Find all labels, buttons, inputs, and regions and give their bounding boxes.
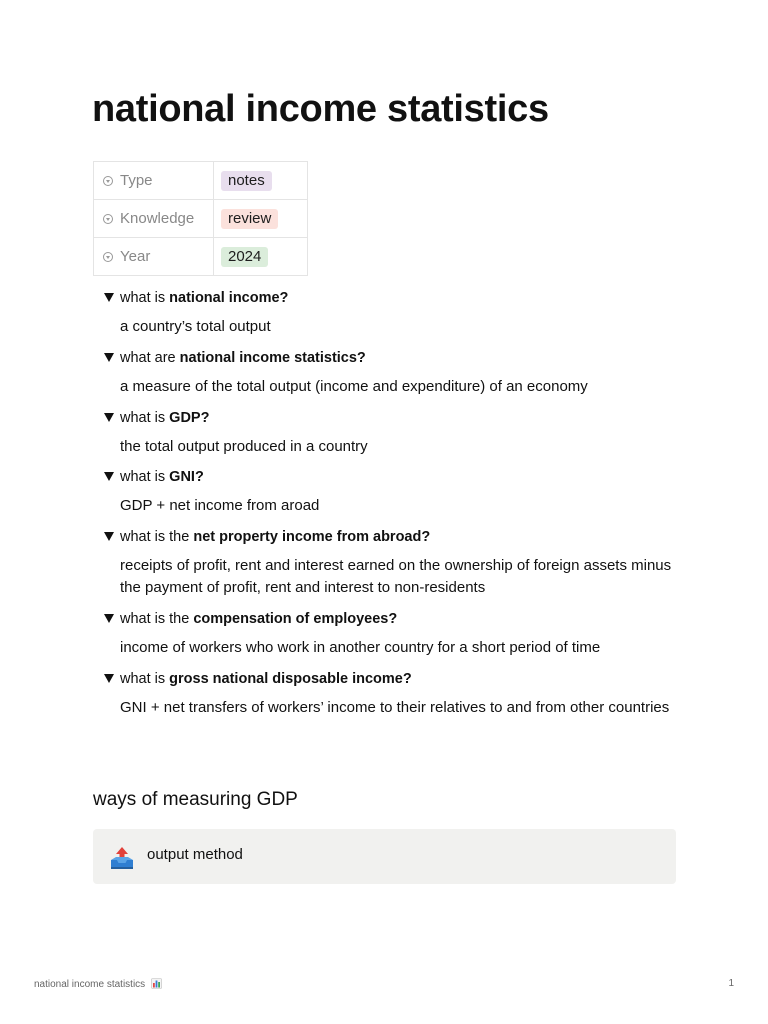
property-value-cell[interactable] bbox=[214, 162, 308, 200]
toggle-heading[interactable] bbox=[103, 526, 683, 548]
toggle-triangle-icon[interactable] bbox=[104, 472, 114, 481]
question-term: GNI? bbox=[169, 469, 204, 485]
toggle-block bbox=[103, 347, 683, 398]
toggle-block bbox=[103, 407, 683, 458]
toggle-answer: a measure of the total output (income and expenditure) of an economy bbox=[120, 378, 588, 395]
toggle-answer: the total output produced in a country bbox=[120, 438, 368, 455]
question-term: gross national disposable income? bbox=[169, 671, 412, 687]
toggle-heading[interactable] bbox=[103, 608, 683, 630]
question-prefix: what is bbox=[120, 469, 170, 485]
question-term: national income? bbox=[169, 290, 289, 306]
toggle-block bbox=[103, 608, 683, 659]
section-heading: ways of measuring GDP bbox=[93, 789, 298, 810]
property-row-year bbox=[94, 238, 308, 276]
property-name-cell[interactable] bbox=[94, 238, 214, 276]
property-value-cell[interactable] bbox=[214, 200, 308, 238]
properties-table bbox=[93, 161, 308, 276]
tag-year: 2024 bbox=[221, 247, 268, 267]
callout-text: output method bbox=[147, 846, 243, 863]
toggle-heading[interactable] bbox=[103, 466, 683, 488]
toggle-block bbox=[103, 287, 683, 338]
toggle-heading[interactable] bbox=[103, 407, 683, 429]
page-number: 1 bbox=[728, 978, 734, 989]
property-name: Knowledge bbox=[120, 210, 195, 227]
toggle-answer: GNI + net transfers of workers’ income to their relatives to and from other countries bbox=[120, 699, 670, 716]
question-term: GDP? bbox=[169, 410, 210, 426]
select-property-icon bbox=[103, 214, 113, 224]
tag-notes: notes bbox=[221, 171, 272, 191]
footer-title-text: national income statistics bbox=[34, 979, 146, 990]
question-term: compensation of employees? bbox=[193, 611, 398, 627]
toggle-triangle-icon[interactable] bbox=[104, 413, 114, 422]
question-prefix: what is bbox=[120, 410, 170, 426]
select-property-icon bbox=[103, 252, 113, 262]
toggle-triangle-icon[interactable] bbox=[104, 293, 114, 302]
question-prefix: what is the bbox=[120, 611, 194, 627]
property-value-cell[interactable] bbox=[214, 238, 308, 276]
outbox-tray-icon bbox=[108, 845, 136, 873]
property-name-cell[interactable] bbox=[94, 200, 214, 238]
toggle-block bbox=[103, 526, 683, 599]
question-prefix: what is the bbox=[120, 529, 194, 545]
tag-review: review bbox=[221, 209, 278, 229]
toggle-answer: GDP + net income from aroad bbox=[120, 497, 320, 514]
toggle-triangle-icon[interactable] bbox=[104, 674, 114, 683]
toggle-heading[interactable] bbox=[103, 668, 683, 690]
question-prefix: what are bbox=[120, 350, 180, 366]
toggle-block bbox=[103, 668, 683, 719]
question-term: net property income from abroad? bbox=[193, 529, 431, 545]
toggle-triangle-icon[interactable] bbox=[104, 532, 114, 541]
question-term: national income statistics? bbox=[179, 350, 366, 366]
bar-chart-icon bbox=[151, 978, 162, 989]
property-name: Year bbox=[120, 248, 151, 265]
property-name: Type bbox=[120, 172, 153, 189]
toggle-answer: a country’s total output bbox=[120, 318, 271, 335]
property-name-cell[interactable] bbox=[94, 162, 214, 200]
question-prefix: what is bbox=[120, 290, 170, 306]
toggle-list bbox=[103, 287, 683, 719]
toggle-heading[interactable] bbox=[103, 347, 683, 369]
toggle-triangle-icon[interactable] bbox=[104, 614, 114, 623]
callout-output-method[interactable] bbox=[93, 829, 676, 884]
toggle-heading[interactable] bbox=[103, 287, 683, 309]
select-property-icon bbox=[103, 176, 113, 186]
property-row-type bbox=[94, 162, 308, 200]
toggle-answer: receipts of profit, rent and interest earned on the ownership of foreign assets minus the payment of profit, rent and interest to non-residents bbox=[120, 557, 672, 596]
footer-title bbox=[34, 978, 162, 990]
toggle-answer: income of workers who work in another country for a short period of time bbox=[120, 639, 601, 656]
toggle-triangle-icon[interactable] bbox=[104, 353, 114, 362]
property-row-knowledge bbox=[94, 200, 308, 238]
question-prefix: what is bbox=[120, 671, 170, 687]
toggle-block bbox=[103, 466, 683, 517]
page-title: national income statistics bbox=[92, 88, 549, 130]
